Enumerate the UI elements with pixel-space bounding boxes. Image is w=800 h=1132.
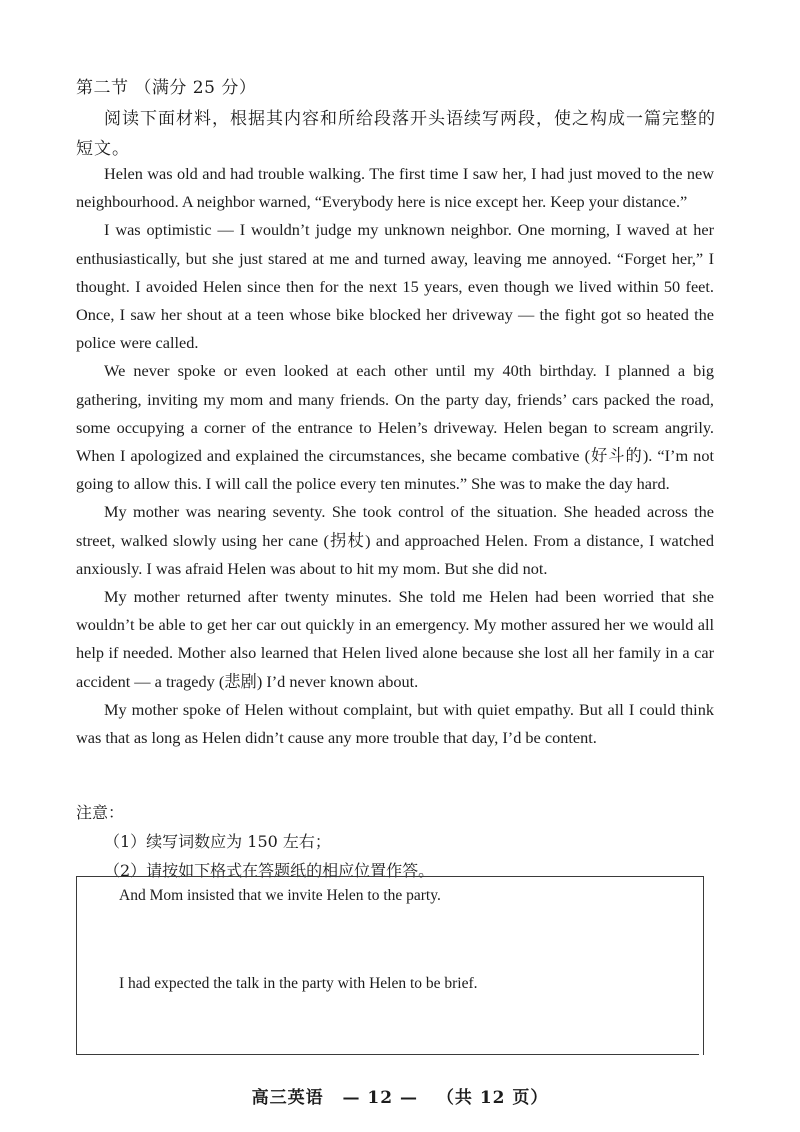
passage-paragraph: I was optimistic — I wouldn’t judge my unknown neighbor. One morning, I waved at her enthusiastically, but she just stared at me and turned away, leaving me annoyed. “Forget her,” I thought. I avoided Helen since then for the next 15 years, even though we lived within 50 feet. Once, I saw her shout at a teen whose bike blocked her driveway — the fight got so heated the police were called. <box>76 220 714 353</box>
page-footer <box>0 1083 800 1108</box>
note-item: （2）请按如下格式在答题纸的相应位置作答。 <box>104 861 435 880</box>
passage-paragraph: My mother returned after twenty minutes. She told me Helen had been worried that she wouldn’t be able to get her car out quickly in an emergency. My mother assured her we would all help if needed. Mother also learned that Helen lived alone because she lost all her family in a car accident — a tragedy (悲剧) I’d never known about. <box>76 587 714 691</box>
answer-box <box>76 876 704 1055</box>
section-title: 第二节 （满分 25 分） <box>76 78 257 98</box>
footer-total-pages: （共 12 页） <box>436 1088 549 1108</box>
passage-paragraph: Helen was old and had trouble walking. The first time I saw her, I had just moved to the new neighbourhood. A neighbor warned, “Everybody here is nice except her. Keep your distance.” <box>76 164 714 212</box>
passage-paragraph: My mother spoke of Helen without complaint, but with quiet empathy. But all I could think was that as long as Helen didn’t cause any more trouble that day, I’d be content. <box>76 699 714 748</box>
reading-passage <box>76 160 714 752</box>
footer-page-number: — 12 — <box>342 1088 418 1108</box>
instruction-text: 阅读下面材料，根据其内容和所给段落开头语续写两段，使之构成一篇完整的短文。 <box>76 109 716 159</box>
notes-section <box>76 798 434 885</box>
paragraph-starter-2: I had expected the talk in the party with Helen to be brief. <box>119 975 478 992</box>
answer-box-bottom-rule <box>77 1054 699 1055</box>
passage-paragraph: We never spoke or even looked at each other until my 40th birthday. I planned a big gathering, inviting my mom and many friends. On the party day, friends’ cars packed the road, some occupying a corner of the entrance to Helen’s driveway. Helen began to scream angrily. When I apologized and explained the circumstances, she became combative (好斗的). “I’m not going to allow this. I will call the police every ten minutes.” She was to make the day hard. <box>76 361 714 494</box>
notes-heading: 注意： <box>76 803 125 822</box>
passage-paragraph: My mother was nearing seventy. She took control of the situation. She headed across the street, walked slowly using her cane (拐杖) and approached Helen. From a distance, I watched anxiously. I was afraid Helen was about to hit my mom. But she did not. <box>76 502 714 578</box>
footer-subject: 高三英语 <box>251 1088 324 1108</box>
note-item: （1）续写词数应为 150 左右； <box>104 832 331 851</box>
paragraph-starter-1: And Mom insisted that we invite Helen to the party. <box>119 887 441 904</box>
